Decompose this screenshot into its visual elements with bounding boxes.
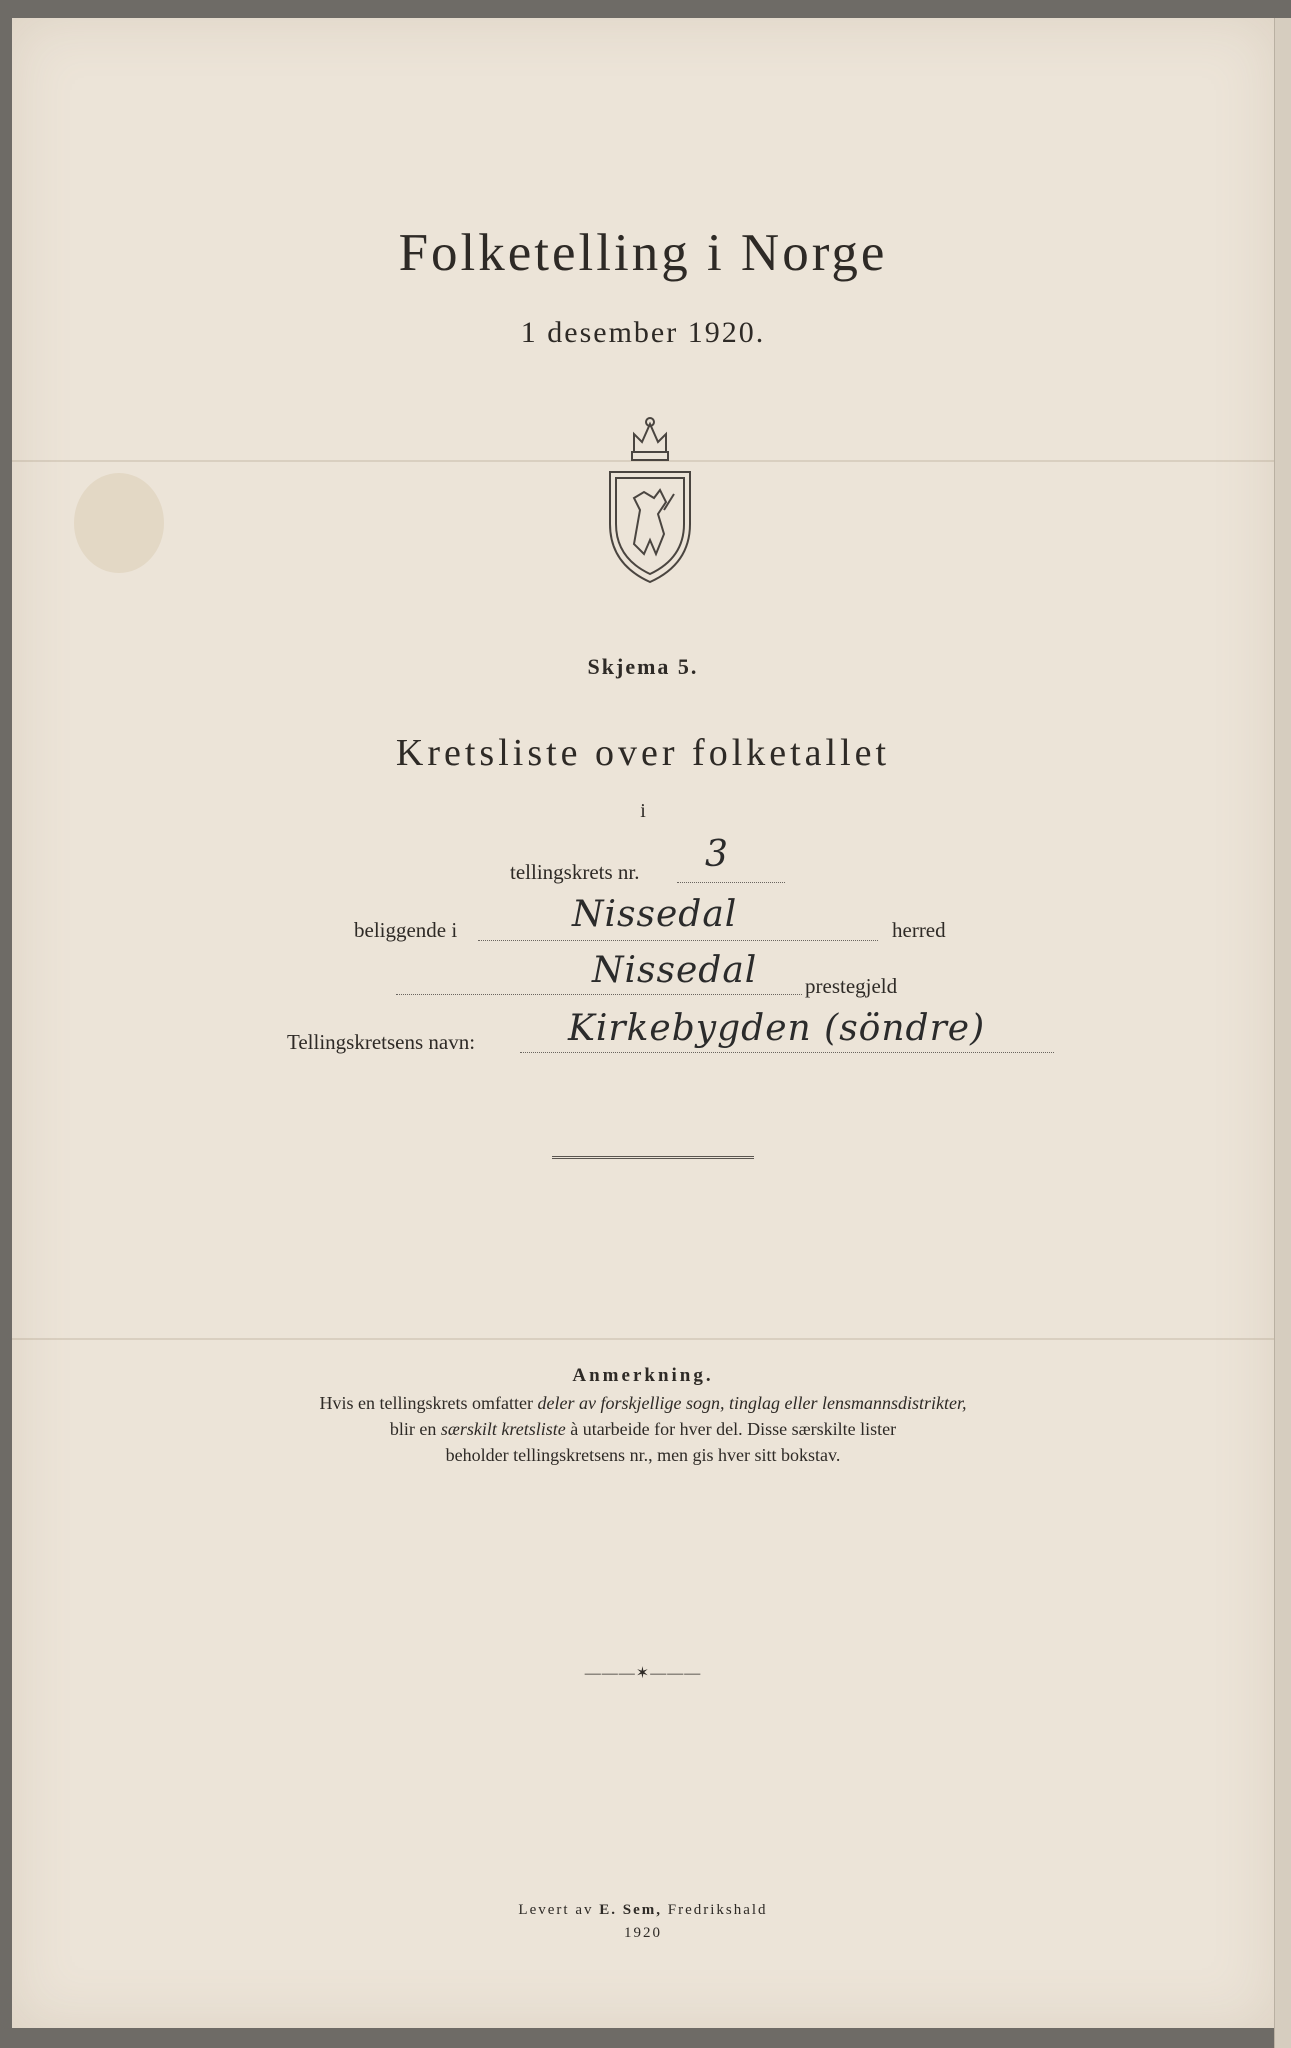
krets-label: tellingskrets nr.: [510, 860, 640, 884]
krets-value: 3: [705, 834, 729, 875]
page-edge: [1274, 18, 1291, 2048]
prestegjeld-line: [396, 994, 802, 995]
beliggende-value: Nissedal: [572, 894, 738, 935]
navn-value: Kirkebygden (söndre): [568, 1008, 986, 1049]
prestegjeld-value: Nissedal: [592, 950, 758, 991]
ornament-divider: ———✶———: [584, 1665, 702, 1682]
note-text: [12, 1390, 1274, 1468]
note-line-2: blir en særskilt kretsliste à utarbeide for hver del. Disse særskilte lister: [389, 1419, 897, 1439]
census-form-page: [12, 18, 1274, 2028]
document-title: Folketelling i Norge: [398, 224, 888, 282]
printer-year: 1920: [624, 1925, 662, 1941]
navn-line: [520, 1052, 1054, 1053]
coat-of-arms-icon: [604, 414, 696, 586]
section-divider: [552, 1156, 754, 1159]
form-heading: Kretsliste over folketallet: [395, 732, 891, 774]
krets-line: [677, 882, 785, 883]
prestegjeld-label: prestegjeld: [805, 974, 898, 998]
form-number: Skjema 5.: [587, 654, 699, 679]
note-heading: Anmerkning.: [572, 1365, 714, 1386]
navn-label: Tellingskretsens navn:: [287, 1030, 476, 1054]
printer-credit: Levert av E. Sem, Fredrikshald: [518, 1902, 768, 1918]
paper-fold: [12, 1338, 1274, 1340]
beliggende-line: [478, 940, 878, 941]
preposition-label: i: [640, 800, 646, 822]
note-line-1: Hvis en tellingskrets omfatter deler av forskjellige sogn, tinglag eller lensmannsdistrikter,: [319, 1393, 967, 1413]
document-date: 1 desember 1920.: [520, 316, 766, 349]
beliggende-label: beliggende i: [354, 918, 458, 942]
note-line-3: beholder tellingskretsens nr., men gis hver sitt bokstav.: [445, 1445, 841, 1465]
paper-stain: [74, 473, 164, 573]
herred-label: herred: [892, 918, 946, 942]
